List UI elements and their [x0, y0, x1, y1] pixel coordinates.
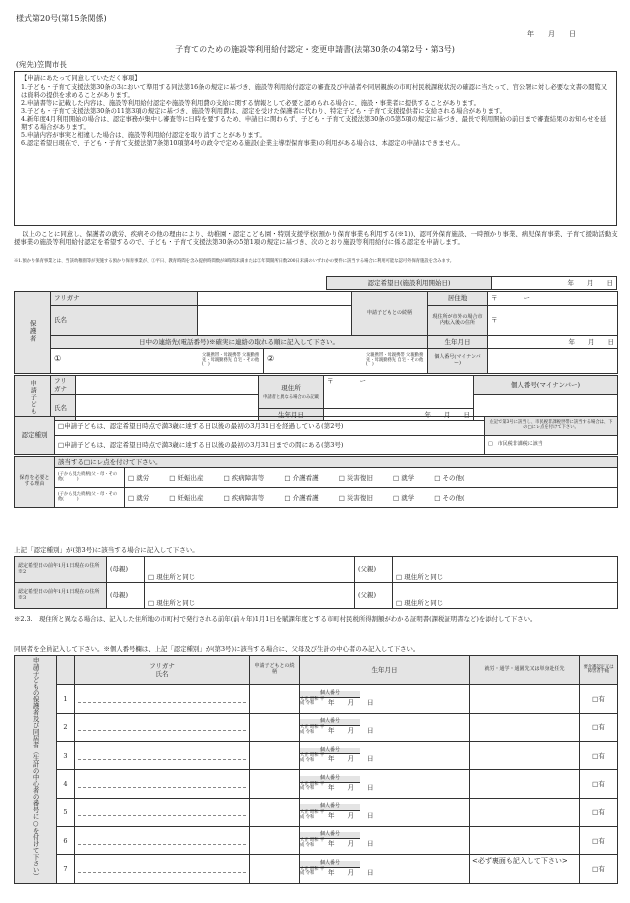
mother-label: (母親) — [107, 557, 145, 583]
row-number: 5 — [57, 798, 75, 826]
member-name-input[interactable] — [75, 855, 250, 883]
reason-checkbox[interactable]: □ 介護看護 — [284, 493, 319, 502]
mother-label: (母親) — [107, 583, 145, 609]
cert-type-label: 認定種別 — [15, 417, 55, 455]
cert-note: 左記で第3号に該当し、市民税非課税世帯に該当する場合は、下の□にレ点を付けて下さい。 — [485, 417, 618, 436]
form-number: 様式第20号(第15条関係) — [16, 14, 107, 23]
member-birth-input[interactable]: 個人番号 大正 昭和 平成 令和 年 月 日 — [300, 855, 470, 883]
member-relation-input[interactable] — [250, 855, 300, 883]
contact-label: 日中の連絡先(電話番号)※確実に連絡の取れる順に記入して下さい。 — [51, 336, 428, 349]
member-relation-input[interactable] — [250, 798, 300, 826]
guardian-section-label: 保護者 — [15, 292, 51, 374]
guardian-name-input[interactable] — [198, 306, 352, 336]
member-name-input[interactable] — [75, 798, 250, 826]
sec3-heading: 上記「認定種別」が(第3号)に該当する場合に記入して下さい。 — [14, 546, 199, 554]
table-row — [15, 742, 618, 770]
col-relation: 申請子どもとの続柄 — [250, 656, 300, 685]
reason-checkbox[interactable]: □ 就学 — [392, 473, 415, 482]
father-label: (父親) — [355, 583, 393, 609]
reason-checkbox[interactable]: □ 災害復旧 — [338, 493, 373, 502]
care-checkbox[interactable]: □有 — [580, 798, 618, 826]
reason-relation-1[interactable]: (子から見た続柄)父・母・その他( ) — [55, 468, 125, 488]
mother-prev-address-input-2[interactable]: □ 現住所と同じ — [145, 583, 355, 609]
father-prev-address-input[interactable]: □ 現住所と同じ — [393, 557, 618, 583]
note-1: ※1.預かり保育事業とは、当該幼稚園等が実施する預かり保育事業が、①平日、教育時間を含み提供時間数が8時間未満または②年間開所日数200日未満のいずれかの要件に該当する場合に利用可能な認可外保育施設を含みます。 — [14, 259, 455, 264]
consent-heading: 【申請にあたって同意していただく事項】 — [21, 75, 141, 82]
reason-checkbox[interactable]: □ その他( — [434, 473, 465, 482]
consent-item: 4.新年度4月利用開始の場合は、認定事務が集中し審査等に日時を要するため、申請日に関わらず、子ども・子育て支援法第30条の5第5項の規定に基づき、最長で利用開始の前日まで審査結果のお知らせを延期する場合があります。 — [21, 116, 607, 132]
contact-1-field[interactable]: ① 父親携帯・母親携帯 父親勤務先・母親勤務先 自宅・その他( ) — [51, 349, 264, 374]
cert-type-option-3[interactable]: □申請子どもは、認定希望日時点で満3歳に達する日以後の最初の3月31日までの間にある(第3号) — [55, 436, 485, 455]
guardian-table — [14, 291, 618, 374]
member-relation-input[interactable] — [250, 826, 300, 854]
reason-checkbox[interactable]: □ その他( — [434, 493, 465, 502]
care-checkbox[interactable]: □有 — [580, 826, 618, 854]
member-work-input[interactable] — [470, 826, 580, 854]
child-furigana-label: フリガナ — [51, 376, 76, 395]
guardian-birth-label: 生年月日 — [428, 336, 488, 349]
cert-type-option-2[interactable]: □申請子どもは、認定希望日時点で満3歳に達する日以後の最初の3月31日を経過している(第2号) — [55, 417, 485, 436]
reason-checkbox[interactable]: □ 就労 — [128, 493, 150, 502]
prev-address-table — [14, 556, 618, 609]
member-birth-input[interactable]: 個人番号 大正 昭和 平成 令和 年 月 日 — [300, 685, 470, 713]
member-birth-input[interactable]: 個人番号 大正 昭和 平成 令和 年 月 日 — [300, 713, 470, 741]
row-number: 3 — [57, 742, 75, 770]
row-number: 4 — [57, 770, 75, 798]
member-relation-input[interactable] — [250, 742, 300, 770]
col-care: 要介護認定又は障害者手帳 — [580, 656, 618, 685]
child-furigana-input[interactable] — [76, 376, 259, 395]
member-name-input[interactable] — [75, 685, 250, 713]
row-number: 7 — [57, 855, 75, 883]
contact-2-field[interactable]: ② 父親携帯・母親携帯 父親勤務先・母親勤務先 自宅・その他( ) — [264, 349, 428, 374]
member-work-input[interactable] — [470, 798, 580, 826]
member-birth-input[interactable]: 個人番号 大正 昭和 平成 令和 年 月 日 — [300, 826, 470, 854]
table-row — [15, 826, 618, 854]
address-input[interactable]: 〒 ー — [488, 292, 618, 306]
guardian-mynumber-input[interactable] — [488, 349, 618, 374]
address-label: 居住地 — [428, 292, 488, 306]
desired-date-label: 認定希望日(施設利用開始日) — [327, 277, 492, 290]
member-birth-input[interactable]: 個人番号 大正 昭和 平成 令和 年 月 日 — [300, 770, 470, 798]
household-table — [14, 655, 618, 884]
member-name-input[interactable] — [75, 826, 250, 854]
relation-label: 申請子どもとの続柄 — [352, 292, 428, 336]
reason-checkbox[interactable]: □ 疾病障害等 — [223, 493, 265, 502]
consent-item: 3.子ども・子育て支援法第30条の11第3項の規定に基づき、施設等利用費は、認定を受けた保護者に代わり、特定子ども・子育て支援提供者に支給される場合があります。 — [21, 108, 506, 116]
child-table — [14, 375, 618, 421]
note-2-3: ※2.3. 現住所と異なる場合は、記入した住所地の市町村で発行される前年(前々年)1月1日を賦課年度とする市町村民税所得割額がわかる証明書(課税証明書など)を添付して下さい。 — [14, 615, 537, 623]
consent-statement: 以上のことに同意し、保護者の就労、疾病その他の理由により、幼稚園・認定こども園・特別支援学校(預かり保育事業も利用する(※1))、認可外保育施設、一時預かり事業、病児保育事業、子育て援助活動支援事業の施設等利用給付認定を希望するので、子ども・子育て支援法第30条の5第1項の規定に基づき、次のとおり施設等利用給付に係る認定を申請します。 — [14, 230, 618, 247]
prev-address-label-1: 認定希望日の前年1月1日現在の住所※2 — [15, 557, 107, 583]
consent-item: 1.子ども・子育て支援法第30条の3において準用する同法第16条の規定に基づき、施設等利用給付認定の審査及び申請者や同居親族の市町村民税課税状況の確認に当たって、官公署に対し必要な文書の閲覧又は資料の提供を求めることがあります。 — [21, 84, 608, 100]
household-heading: 同居者を全員記入して下さい。※個人番号欄は、上記「認定種別」が(第3号)に該当する場合に、父母及び生計の中心者のみ記入して下さい。 — [14, 645, 420, 653]
member-name-input[interactable] — [75, 770, 250, 798]
page-title: 子育てのための施設等利用給付認定・変更申請書(法第30条の4第2号・第3号) — [175, 45, 455, 54]
reason-checkbox[interactable]: □ 疾病障害等 — [223, 473, 265, 482]
consent-item: 5.申請内容が事実と相違した場合は、施設等利用給付認定を取り消すことがあります。 — [21, 132, 266, 140]
father-label: (父親) — [355, 557, 393, 583]
member-work-input[interactable] — [470, 742, 580, 770]
member-work-input[interactable] — [470, 770, 580, 798]
reason-checkbox[interactable]: □ 妊娠出産 — [169, 493, 204, 502]
guardian-name-label: 氏名 — [51, 306, 198, 336]
member-relation-input[interactable] — [250, 685, 300, 713]
guardian-birth-input[interactable]: 年 月 日 — [488, 336, 618, 349]
reason-checkbox[interactable]: □ 就学 — [392, 493, 415, 502]
member-relation-input[interactable] — [250, 713, 300, 741]
table-row — [15, 685, 618, 713]
col-name: フリガナ 氏名 — [75, 656, 250, 685]
guardian-furigana-input[interactable] — [198, 292, 352, 306]
reason-checkbox[interactable]: □ 就労 — [128, 473, 150, 482]
row-number: 1 — [57, 685, 75, 713]
member-name-input[interactable] — [75, 742, 250, 770]
col-work: 就労・通学・通園先又は単身赴任先 — [470, 656, 580, 685]
consent-box — [14, 71, 617, 226]
reason-options-2 — [125, 488, 618, 508]
guardian-furigana-label: フリガナ — [51, 292, 198, 306]
member-work-input[interactable] — [470, 713, 580, 741]
member-birth-input[interactable]: 個人番号 大正 昭和 平成 令和 年 月 日 — [300, 742, 470, 770]
footer-note: <必ず裏面も記入して下さい> — [472, 857, 568, 865]
table-row — [15, 798, 618, 826]
care-checkbox[interactable]: □有 — [580, 742, 618, 770]
father-prev-address-input-2[interactable]: □ 現住所と同じ — [393, 583, 618, 609]
child-section-label: 申請子ども — [15, 376, 51, 421]
care-checkbox[interactable]: □有 — [580, 855, 618, 883]
child-name-label: 氏名 — [51, 395, 76, 421]
household-side-label: 申請子どもの保護者及び同居者（生計の中心者の番号に○を付けて下さい） — [15, 656, 57, 884]
child-address-label: 現住所 申請者と異なる場合のみ記載 — [259, 376, 324, 409]
desired-date-table — [326, 276, 617, 290]
outside-address-label: 現住所が市外の場合市内転入後の住所 — [428, 306, 488, 336]
child-birth-label: 生年月日 — [259, 409, 324, 421]
member-work-input[interactable] — [470, 685, 580, 713]
mother-prev-address-input[interactable]: □ 現住所と同じ — [145, 557, 355, 583]
addressee: (宛先)笠間市長 — [16, 60, 67, 69]
row-number: 2 — [57, 713, 75, 741]
child-address-input[interactable]: 〒 ー — [324, 376, 474, 409]
col-birth: 生年月日 — [300, 656, 470, 685]
reason-checkbox[interactable]: □ 介護看護 — [284, 473, 319, 482]
tax-exempt-checkbox[interactable]: □ 市民税非課税に該当 — [485, 436, 618, 455]
care-checkbox[interactable]: □有 — [580, 770, 618, 798]
row-number: 6 — [57, 826, 75, 854]
care-checkbox[interactable]: □有 — [580, 713, 618, 741]
submission-date: 年 月 日 — [527, 30, 576, 38]
member-name-input[interactable] — [75, 713, 250, 741]
member-birth-input[interactable]: 個人番号 大正 昭和 平成 令和 年 月 日 — [300, 798, 470, 826]
cert-type-table — [14, 416, 618, 455]
table-row — [15, 713, 618, 741]
child-birth-input[interactable]: 年 月 日 — [324, 409, 474, 421]
child-mynumber-label: 個人番号(マイナンバー) — [474, 376, 618, 395]
reason-instruction: 該当する□にレ点を付けて下さい。 — [55, 457, 618, 468]
reason-checkbox[interactable]: □ 災害復旧 — [338, 473, 373, 482]
guardian-mynumber-label: 個人番号(マイナンバー) — [428, 349, 488, 374]
reason-table — [14, 456, 618, 508]
table-row — [15, 770, 618, 798]
reason-relation-2[interactable]: (子から見た続柄)父・母・その他( ) — [55, 488, 125, 508]
reason-label: 保育を必要とする理由 — [15, 457, 55, 508]
consent-item: 6.認定希望日現在で、子ども・子育て支援法第7条第10項第4号の政令で定める施設(企業主導型保育事業)の利用がある場合は、本認定の申請はできません。 — [21, 140, 464, 148]
reason-checkbox[interactable]: □ 妊娠出産 — [169, 473, 204, 482]
prev-address-label-2: 認定希望日の前年1月1日現在の住所※3 — [15, 583, 107, 609]
reason-options-1 — [125, 468, 618, 488]
member-relation-input[interactable] — [250, 770, 300, 798]
desired-date-field[interactable]: 年 月 日 — [492, 277, 617, 290]
consent-item: 2.申請書等に記載した内容は、施設等利用給付認定や施設等利用費の支給に関する情報として必要と認められる場合に、施設・事業者に提供することがあります。 — [21, 100, 480, 108]
outside-address-input[interactable]: 〒 — [488, 306, 618, 336]
care-checkbox[interactable]: □有 — [580, 685, 618, 713]
